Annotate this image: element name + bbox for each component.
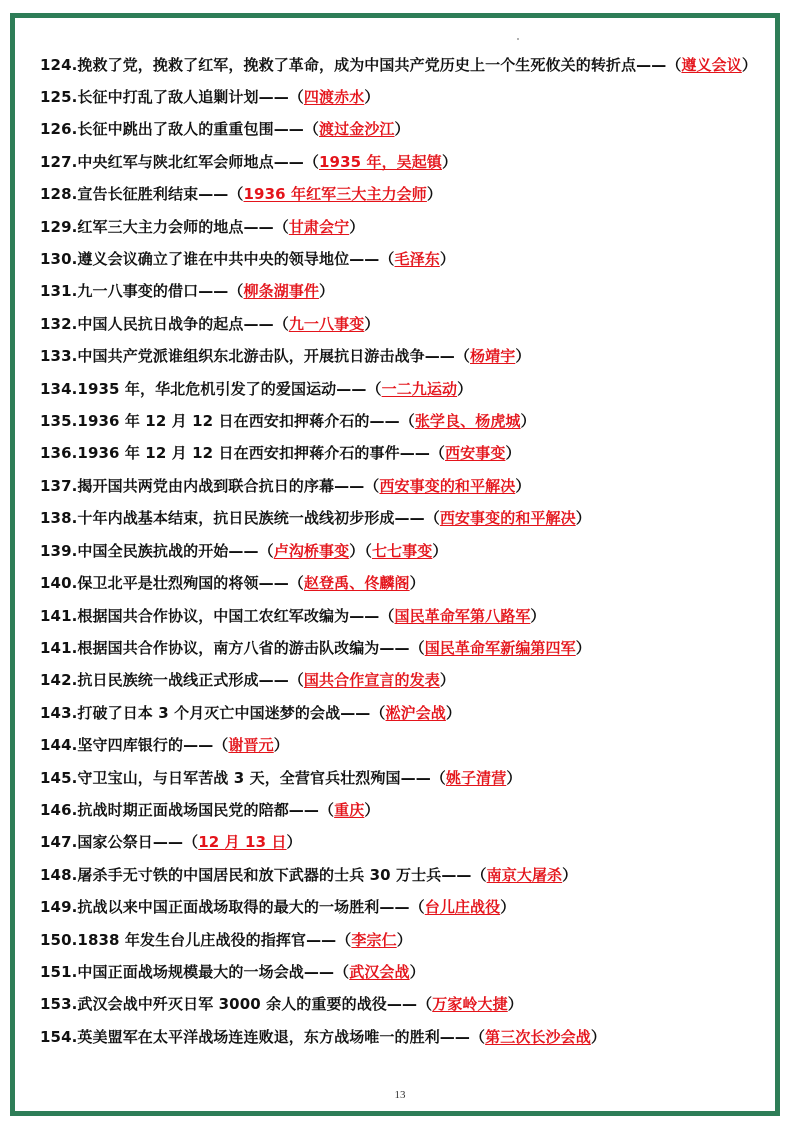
close-paren: ） [394,120,410,139]
list-item [40,762,760,794]
answer-text: 国民革命军新编第四军 [424,638,576,657]
close-paren: ） [445,703,462,722]
answer-text: 渡过金沙江 [319,120,395,139]
list-item [40,502,760,534]
close-paren: ） [432,541,448,560]
answer-text: 杨靖宇 [470,347,516,366]
answer-text: 西安事变 [445,444,506,463]
answer-text: 西安事变的和平解决 [379,476,516,495]
list-item [40,956,760,988]
close-paren: ） [590,1027,606,1046]
question-text: 131.九一八事变的借口——（ [40,282,244,301]
close-paren: ） [273,736,289,755]
question-text: 129.红军三大主力会师的地点——（ [40,217,289,236]
close-paren: ） [505,444,521,463]
list-item [40,373,760,405]
question-text: 136.1936 年 12 月 12 日在西安扣押蒋介石的事件——（ [40,444,446,463]
answer-text: 南京大屠杀 [486,865,563,884]
question-text: 127.中央红军与陕北红军会师地点——（ [40,152,320,171]
list-item [40,243,760,275]
answer-text: 台儿庄战役 [424,898,501,917]
list-item [40,178,760,210]
question-text: 125.长征中打乱了敌人追剿计划——（ [40,88,304,106]
question-text: 128.宣告长征胜利结束——（ [40,185,244,204]
question-text: 153.武汉会战中歼灭日军 3000 余人的重要的战役——（ [40,995,433,1014]
answer-text: 1936 年红军三大主力会师 [243,185,427,204]
list-item [40,275,760,307]
answer-text: 西安事变的和平解决 [439,509,576,528]
question-text: 145.守卫宝山，与日军苦战 3 天，全营官兵壮烈殉国——（ [40,768,446,787]
close-paren: ） [515,476,531,495]
list-item [40,632,760,664]
question-text: 135.1936 年 12 月 12 日在西安扣押蒋介石的——（ [40,412,415,431]
decorative-dot [517,38,519,40]
question-text: 124.挽救了党，挽救了红军，挽救了革命，成为中国共产党历史上一个生死攸关的转折点——（ [40,56,682,74]
question-text: 133.中国共产党派谁组织东北游击队，开展抗日游击战争——（ [40,347,471,366]
close-paren: ） [442,152,458,171]
close-paren: ） [286,833,302,852]
close-paren: ） [439,671,455,690]
list-item [40,664,760,696]
list-item [40,308,760,340]
close-paren: ） [507,995,523,1014]
question-text: 132.中国人民抗日战争的起点——（ [40,314,289,333]
list-item [40,146,760,178]
answer-text: 万家岭大捷 [432,995,508,1014]
answer-text: 第三次长沙会战 [485,1027,591,1046]
close-paren: ） [562,865,578,884]
question-text: 142.抗日民族统一战线正式形成——（ [40,671,304,690]
answer-text: 1935 年，吴起镇 [319,152,442,171]
page-number: 13 [394,1089,406,1101]
question-text: 140.保卫北平是壮烈殉国的将领——（ [40,574,304,593]
question-text: 141.根据国共合作协议，南方八省的游击队改编为——（ [40,638,425,657]
list-item [40,340,760,372]
close-paren: ） [409,962,425,981]
close-paren: ） [530,606,546,625]
list-item [40,924,760,956]
list-item [40,794,760,826]
answer-text: 张学良、杨虎城 [414,412,521,431]
answer-text: 赵登禹、佟麟阁 [303,574,410,593]
answer-text: 甘肃会宁 [288,217,350,236]
question-text: 137.揭开国共两党由内战到联合抗日的序幕——（ [40,476,380,495]
question-text: 149.抗战以来中国正面战场取得的最大的一场胜利——（ [40,898,425,917]
close-paren: ） [741,56,757,74]
close-paren: ） [426,185,442,204]
list-item [40,729,760,761]
close-paren: ） [364,800,380,819]
answer-text: 国共合作宣言的发表 [303,671,440,690]
list-item [40,1021,760,1053]
question-text: 151.中国正面战场规模最大的一场会战——（ [40,962,350,981]
answer-text: 淞沪会战 [385,703,446,722]
close-paren: ） [364,88,380,106]
answer-separator: ）（ [349,541,372,560]
question-text: 141.根据国共合作协议，中国工农红军改编为——（ [40,606,395,625]
answer-text: 重庆 [334,800,365,819]
list-item [40,859,760,891]
answer-text: 柳条湖事件 [243,282,320,301]
close-paren: ） [457,379,473,398]
close-paren: ） [500,898,516,917]
answer-text: 遵义会议 [681,56,742,74]
question-text: 144.坚守四库银行的——（ [40,736,229,755]
list-item [40,535,760,567]
close-paren: ） [364,314,380,333]
close-paren: ） [575,509,591,528]
answer-text: 谢晋元 [228,736,274,755]
list-item [40,405,760,437]
answer-text: 四渡赤水 [303,88,365,106]
close-paren: ） [409,574,425,593]
answer-text: 姚子清营 [445,768,507,787]
list-item [40,600,760,632]
list-item [40,697,760,729]
question-text: 138.十年内战基本结束，抗日民族统一战线初步形成——（ [40,509,440,528]
answer-text: 七七事变 [371,541,433,560]
question-text: 150.1838 年发生台儿庄战役的指挥官——（ [40,930,352,949]
close-paren: ） [349,217,365,236]
list-item [40,891,760,923]
question-text: 126.长征中跳出了敌人的重重包围——（ [40,120,320,139]
close-paren: ） [575,638,591,657]
close-paren: ） [515,347,531,366]
answer-text: 毛泽东 [394,250,440,269]
question-text: 147.国家公祭日——（ [40,833,199,852]
answer-text: 卢沟桥事变 [273,541,350,560]
list-item [40,437,760,469]
list-item [40,211,760,243]
question-list [40,50,760,1053]
answer-text: 12 月 13 日 [198,833,287,852]
close-paren: ） [520,412,536,431]
question-text: 139.中国全民族抗战的开始——（ [40,541,274,560]
list-item [40,470,760,502]
question-text: 130.遵义会议确立了谁在中共中央的领导地位——（ [40,250,395,269]
list-item [40,113,760,145]
list-item [40,567,760,599]
list-item [40,988,760,1020]
close-paren: ） [319,282,335,301]
question-text: 134.1935 年，华北危机引发了的爱国运动——（ [40,379,382,398]
answer-text: 武汉会战 [349,962,410,981]
list-item [40,50,760,81]
question-text: 146.抗战时期正面战场国民党的陪都——（ [40,800,335,819]
answer-text: 一二九运动 [381,379,458,398]
answer-text: 国民革命军第八路军 [394,606,531,625]
close-paren: ） [396,930,412,949]
close-paren: ） [506,768,522,787]
list-item [40,81,760,113]
answer-text: 九一八事变 [288,314,365,333]
question-text: 148.屠杀手无寸铁的中国居民和放下武器的士兵 30 万士兵——（ [40,865,487,884]
question-text: 143.打破了日本 3 个月灭亡中国迷梦的会战——（ [40,703,386,722]
close-paren: ） [439,250,455,269]
list-item [40,826,760,858]
answer-text: 李宗仁 [351,930,397,949]
question-text: 154.英美盟军在太平洋战场连连败退，东方战场唯一的胜利——（ [40,1027,486,1046]
